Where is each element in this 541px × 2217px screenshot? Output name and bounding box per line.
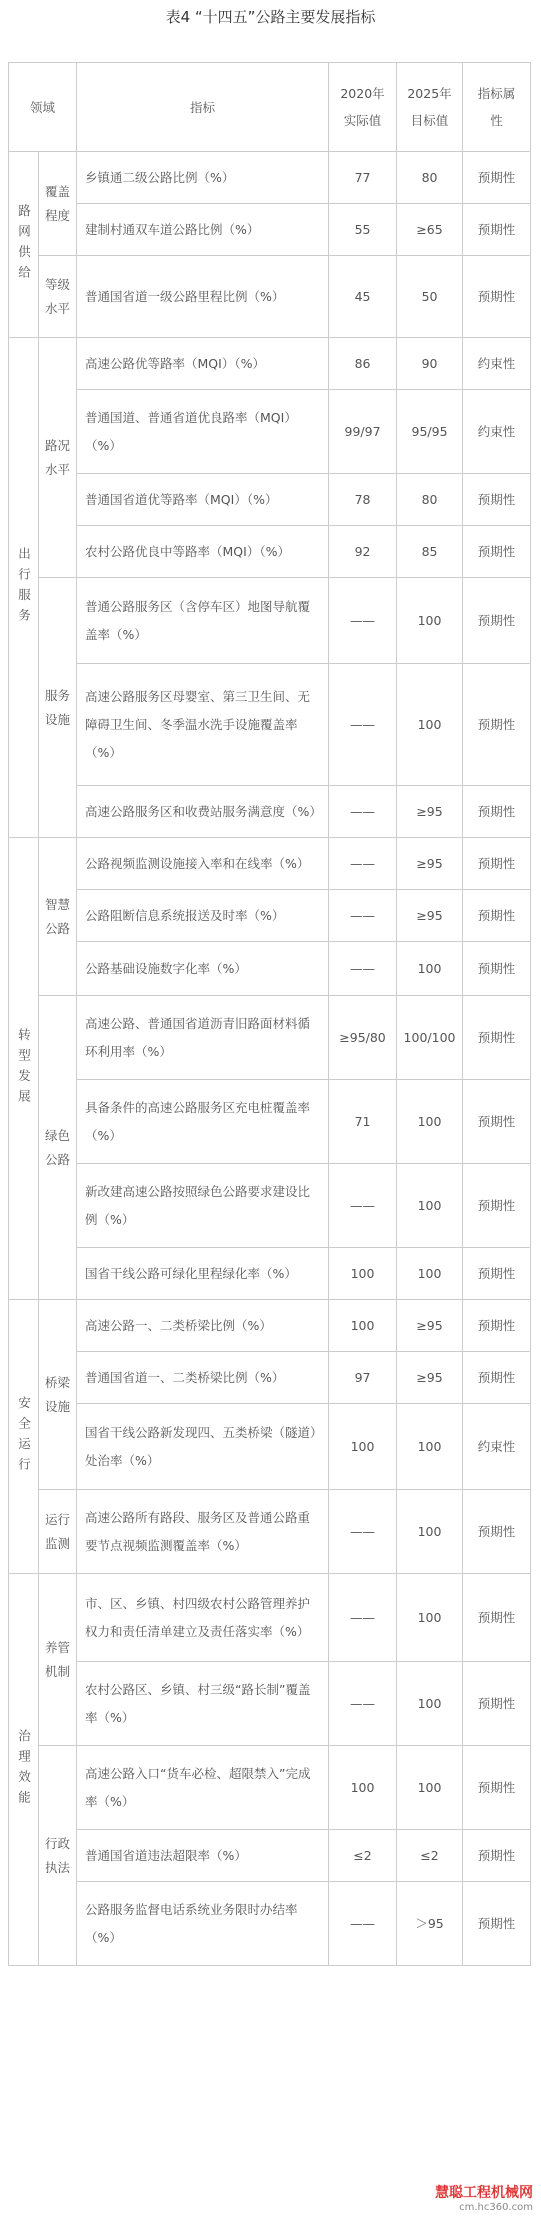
v2025-cell: ≥95 xyxy=(397,838,463,890)
v2020-cell: —— xyxy=(329,786,397,838)
indicator-cell: 普通国省道优等路率（MQI）（%） xyxy=(77,474,329,526)
v2020-cell: —— xyxy=(329,1490,397,1574)
v2020-cell: —— xyxy=(329,838,397,890)
table-row xyxy=(9,474,531,526)
watermark-logo xyxy=(435,2182,533,2213)
v2020-cell: ≤2 xyxy=(329,1830,397,1882)
subdomain-cell: 绿色公路 xyxy=(39,996,77,1300)
table-row xyxy=(9,664,531,786)
indicator-cell: 高速公路所有路段、服务区及普通公路重要节点视频监测覆盖率（%） xyxy=(77,1490,329,1574)
indicator-cell: 高速公路入口“货车必检、超限禁入”完成率（%） xyxy=(77,1746,329,1830)
attr-cell: 约束性 xyxy=(463,390,531,474)
v2025-cell: ≥95 xyxy=(397,890,463,942)
attr-cell: 预期性 xyxy=(463,1490,531,1574)
subdomain-cell: 服务设施 xyxy=(39,578,77,838)
domain-cell: 出行服务 xyxy=(9,338,39,838)
table-row xyxy=(9,578,531,664)
attr-cell: 预期性 xyxy=(463,1830,531,1882)
attr-cell: 预期性 xyxy=(463,152,531,204)
v2020-cell: —— xyxy=(329,578,397,664)
subdomain-cell: 桥梁设施 xyxy=(39,1300,77,1490)
v2025-cell: 100 xyxy=(397,942,463,996)
indicator-table xyxy=(8,62,531,1966)
header-attr: 指标属性 xyxy=(463,63,531,152)
subdomain-cell: 养管机制 xyxy=(39,1574,77,1746)
attr-cell: 预期性 xyxy=(463,526,531,578)
indicator-cell: 普通公路服务区（含停车区）地图导航覆盖率（%） xyxy=(77,578,329,664)
table-row xyxy=(9,890,531,942)
attr-cell: 预期性 xyxy=(463,786,531,838)
watermark-url: cm.hc360.com xyxy=(459,2202,533,2213)
v2025-cell: 100 xyxy=(397,578,463,664)
table-row xyxy=(9,1404,531,1490)
attr-cell: 预期性 xyxy=(463,1662,531,1746)
attr-cell: 预期性 xyxy=(463,942,531,996)
subdomain-cell: 运行监测 xyxy=(39,1490,77,1574)
indicator-cell: 新改建高速公路按照绿色公路要求建设比例（%） xyxy=(77,1164,329,1248)
v2020-cell: —— xyxy=(329,1574,397,1662)
indicator-cell: 具备条件的高速公路服务区充电桩覆盖率（%） xyxy=(77,1080,329,1164)
indicator-cell: 农村公路区、乡镇、村三级“路长制”覆盖率（%） xyxy=(77,1662,329,1746)
table-row xyxy=(9,390,531,474)
v2020-cell: 99/97 xyxy=(329,390,397,474)
v2025-cell: 100 xyxy=(397,664,463,786)
header-row xyxy=(9,63,531,152)
attr-cell: 预期性 xyxy=(463,1574,531,1662)
v2025-cell: ＞95 xyxy=(397,1882,463,1966)
v2020-cell: —— xyxy=(329,1882,397,1966)
table-row xyxy=(9,1248,531,1300)
table-row xyxy=(9,1662,531,1746)
indicator-cell: 农村公路优良中等路率（MQI）（%） xyxy=(77,526,329,578)
header-indicator: 指标 xyxy=(77,63,329,152)
v2020-cell: 97 xyxy=(329,1352,397,1404)
indicator-cell: 公路服务监督电话系统业务限时办结率（%） xyxy=(77,1882,329,1966)
indicator-cell: 公路阻断信息系统报送及时率（%） xyxy=(77,890,329,942)
table-row xyxy=(9,338,531,390)
v2025-cell: 100 xyxy=(397,1404,463,1490)
indicator-cell: 国省干线公路新发现四、五类桥梁（隧道）处治率（%） xyxy=(77,1404,329,1490)
indicator-cell: 建制村通双车道公路比例（%） xyxy=(77,204,329,256)
table-row xyxy=(9,256,531,338)
indicator-cell: 普通国省道一级公路里程比例（%） xyxy=(77,256,329,338)
subdomain-cell: 等级水平 xyxy=(39,256,77,338)
v2025-cell: 100 xyxy=(397,1164,463,1248)
v2020-cell: 100 xyxy=(329,1248,397,1300)
header-2020: 2020年实际值 xyxy=(329,63,397,152)
subdomain-cell: 行政执法 xyxy=(39,1746,77,1966)
v2025-cell: 85 xyxy=(397,526,463,578)
watermark-brand: 慧聪工程机械网 xyxy=(435,2185,533,2201)
indicator-cell: 高速公路服务区和收费站服务满意度（%） xyxy=(77,786,329,838)
domain-cell: 安全运行 xyxy=(9,1300,39,1574)
header-2025: 2025年目标值 xyxy=(397,63,463,152)
v2025-cell: 90 xyxy=(397,338,463,390)
attr-cell: 约束性 xyxy=(463,338,531,390)
attr-cell: 预期性 xyxy=(463,996,531,1080)
v2020-cell: 71 xyxy=(329,1080,397,1164)
indicator-cell: 公路视频监测设施接入率和在线率（%） xyxy=(77,838,329,890)
attr-cell: 预期性 xyxy=(463,664,531,786)
subdomain-cell: 覆盖程度 xyxy=(39,152,77,256)
attr-cell: 预期性 xyxy=(463,204,531,256)
attr-cell: 预期性 xyxy=(463,1248,531,1300)
v2020-cell: 100 xyxy=(329,1746,397,1830)
attr-cell: 预期性 xyxy=(463,890,531,942)
attr-cell: 预期性 xyxy=(463,838,531,890)
v2025-cell: 100/100 xyxy=(397,996,463,1080)
attr-cell: 预期性 xyxy=(463,1080,531,1164)
v2025-cell: ≤2 xyxy=(397,1830,463,1882)
table-row xyxy=(9,1300,531,1352)
v2020-cell: —— xyxy=(329,890,397,942)
table-row xyxy=(9,1882,531,1966)
indicator-cell: 高速公路、普通国省道沥青旧路面材料循环利用率（%） xyxy=(77,996,329,1080)
v2020-cell: ≥95/80 xyxy=(329,996,397,1080)
subdomain-cell: 智慧公路 xyxy=(39,838,77,996)
v2025-cell: ≥95 xyxy=(397,786,463,838)
v2020-cell: —— xyxy=(329,664,397,786)
v2025-cell: 80 xyxy=(397,152,463,204)
attr-cell: 预期性 xyxy=(463,578,531,664)
v2025-cell: 100 xyxy=(397,1746,463,1830)
table-title: 表4 “十四五”公路主要发展指标 xyxy=(165,8,376,26)
v2025-cell: 100 xyxy=(397,1574,463,1662)
domain-cell: 路网供给 xyxy=(9,152,39,338)
v2025-cell: ≥65 xyxy=(397,204,463,256)
table-row xyxy=(9,786,531,838)
v2025-cell: 95/95 xyxy=(397,390,463,474)
table-row xyxy=(9,996,531,1080)
v2020-cell: 86 xyxy=(329,338,397,390)
table-row xyxy=(9,1830,531,1882)
v2020-cell: —— xyxy=(329,1164,397,1248)
indicator-cell: 普通国省道违法超限率（%） xyxy=(77,1830,329,1882)
indicator-cell: 高速公路服务区母婴室、第三卫生间、无障碍卫生间、冬季温水洗手设施覆盖率（%） xyxy=(77,664,329,786)
v2020-cell: —— xyxy=(329,942,397,996)
table-row xyxy=(9,152,531,204)
indicator-cell: 国省干线公路可绿化里程绿化率（%） xyxy=(77,1248,329,1300)
v2025-cell: 80 xyxy=(397,474,463,526)
indicator-cell: 普通国省道一、二类桥梁比例（%） xyxy=(77,1352,329,1404)
attr-cell: 预期性 xyxy=(463,256,531,338)
v2025-cell: ≥95 xyxy=(397,1300,463,1352)
attr-cell: 预期性 xyxy=(463,474,531,526)
table-row xyxy=(9,526,531,578)
v2025-cell: ≥95 xyxy=(397,1352,463,1404)
attr-cell: 预期性 xyxy=(463,1300,531,1352)
header-domain: 领域 xyxy=(9,63,77,152)
indicator-cell: 高速公路优等路率（MQI）（%） xyxy=(77,338,329,390)
v2025-cell: 100 xyxy=(397,1490,463,1574)
table-row xyxy=(9,1490,531,1574)
v2020-cell: 45 xyxy=(329,256,397,338)
v2020-cell: 78 xyxy=(329,474,397,526)
table-row xyxy=(9,1574,531,1662)
attr-cell: 预期性 xyxy=(463,1164,531,1248)
attr-cell: 预期性 xyxy=(463,1882,531,1966)
table-row xyxy=(9,942,531,996)
table-row xyxy=(9,1746,531,1830)
table-row xyxy=(9,838,531,890)
v2020-cell: 77 xyxy=(329,152,397,204)
table-row xyxy=(9,1352,531,1404)
attr-cell: 预期性 xyxy=(463,1746,531,1830)
v2020-cell: 55 xyxy=(329,204,397,256)
v2020-cell: —— xyxy=(329,1662,397,1746)
v2025-cell: 100 xyxy=(397,1080,463,1164)
v2025-cell: 100 xyxy=(397,1248,463,1300)
v2020-cell: 100 xyxy=(329,1404,397,1490)
v2020-cell: 100 xyxy=(329,1300,397,1352)
indicator-cell: 乡镇通二级公路比例（%） xyxy=(77,152,329,204)
domain-cell: 转型发展 xyxy=(9,838,39,1300)
indicator-cell: 普通国道、普通省道优良路率（MQI）（%） xyxy=(77,390,329,474)
table-row xyxy=(9,204,531,256)
indicator-cell: 高速公路一、二类桥梁比例（%） xyxy=(77,1300,329,1352)
v2025-cell: 100 xyxy=(397,1662,463,1746)
table-row xyxy=(9,1080,531,1164)
v2020-cell: 92 xyxy=(329,526,397,578)
attr-cell: 约束性 xyxy=(463,1404,531,1490)
indicator-cell: 市、区、乡镇、村四级农村公路管理养护权力和责任清单建立及责任落实率（%） xyxy=(77,1574,329,1662)
domain-cell: 治理效能 xyxy=(9,1574,39,1966)
v2025-cell: 50 xyxy=(397,256,463,338)
attr-cell: 预期性 xyxy=(463,1352,531,1404)
indicator-cell: 公路基础设施数字化率（%） xyxy=(77,942,329,996)
subdomain-cell: 路况水平 xyxy=(39,338,77,578)
table-row xyxy=(9,1164,531,1248)
